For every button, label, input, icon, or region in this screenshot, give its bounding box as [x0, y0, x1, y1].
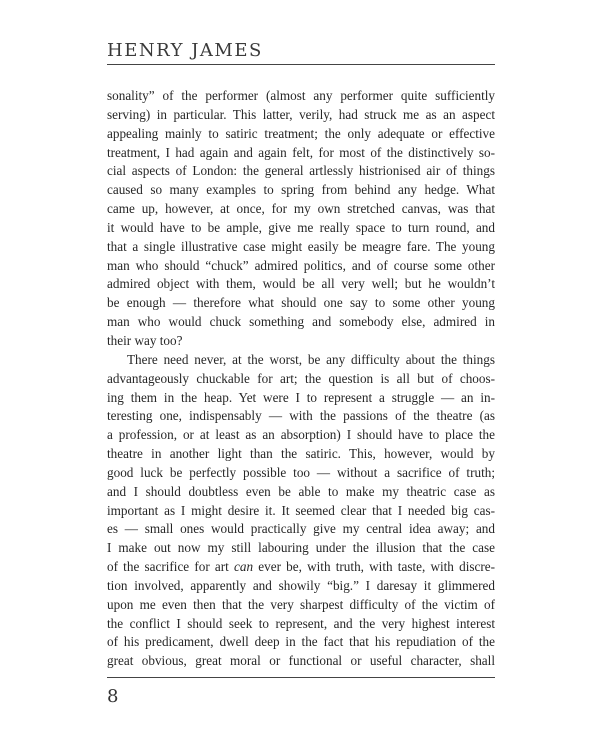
text-line: that a single illustrative case might easily be meagre fare. The young	[107, 238, 495, 254]
text-line: caused so many examples to spring from behind any hedge. What	[107, 182, 495, 198]
text-line: admired object with them, would be all very well; but he wouldn’t	[107, 276, 495, 292]
text-line: a profession, or at least as an absorption) I should have to place the	[107, 427, 495, 443]
text-line: ing them in the heap. Yet were I to represent a struggle — an in-	[107, 389, 495, 405]
text-line: teresting one, indispensably — with the passions of the theatre (as	[107, 408, 495, 424]
text-line: man who would chuck something and somebody else, admired in	[107, 314, 495, 330]
text-line: upon me even then that the very sharpest difficulty of the victim of	[107, 596, 495, 612]
text-line: advantageously chuckable for art; the question is all but of choos-	[107, 370, 495, 386]
text-line: great obvious, great moral or functional or useful character, shall	[107, 653, 495, 669]
text-line: of his predicament, dwell deep in the fact that his repudiation of the	[107, 634, 495, 650]
text-line: the conflict I should seek to represent, and the very highest interest	[107, 615, 495, 631]
text-line: and I should doubtless even be able to make my theatric case as	[107, 483, 495, 499]
text-line: I make out now my still labouring under the illusion that the case	[107, 540, 495, 556]
text-line: appealing mainly to satiric treatment; the only adequate or effective	[107, 125, 495, 141]
text-line: be enough — therefore what should one say to some other young	[107, 295, 495, 311]
text-line: serving) in particular. This latter, verily, had struck me as an aspect	[107, 106, 495, 122]
running-head: HENRY JAMES	[107, 40, 263, 61]
text-line: sonality” of the performer (almost any performer quite sufficiently	[107, 88, 495, 103]
text-line: good luck be perfectly possible too — without a sacrifice of truth;	[107, 464, 495, 480]
text-line: tion involved, apparently and showily “big.” I daresay it glimmered	[107, 577, 495, 593]
header-rule	[107, 64, 495, 65]
text-line: es — small ones would practically give my central idea away; and	[107, 521, 495, 537]
text-line: There need never, at the worst, be any difficulty about the things	[127, 351, 495, 367]
text-line: important as I might desire it. It seemed clear that I needed big cas-	[107, 502, 495, 518]
text-line: cial aspects of London: the general artlessly histrionised air of things	[107, 163, 495, 179]
page-number: 8	[107, 686, 119, 707]
text-line: theatre in another light than the satiric. This, however, would by	[107, 446, 495, 462]
body-text	[107, 87, 495, 671]
text-line: treatment, I had again and again felt, for most of the distinctively so-	[107, 144, 495, 160]
text-line: man who should “chuck” admired politics, and of course some other	[107, 257, 495, 273]
footer-rule	[107, 677, 495, 678]
text-line: came up, however, at once, for my own stretched canvas, was that	[107, 201, 495, 217]
text-line: it would have to be ample, give me really space to turn round, and	[107, 219, 495, 235]
text-line: their way too?	[107, 332, 183, 348]
text-line: of the sacrifice for art can ever be, with truth, with taste, with discre-	[107, 559, 495, 575]
